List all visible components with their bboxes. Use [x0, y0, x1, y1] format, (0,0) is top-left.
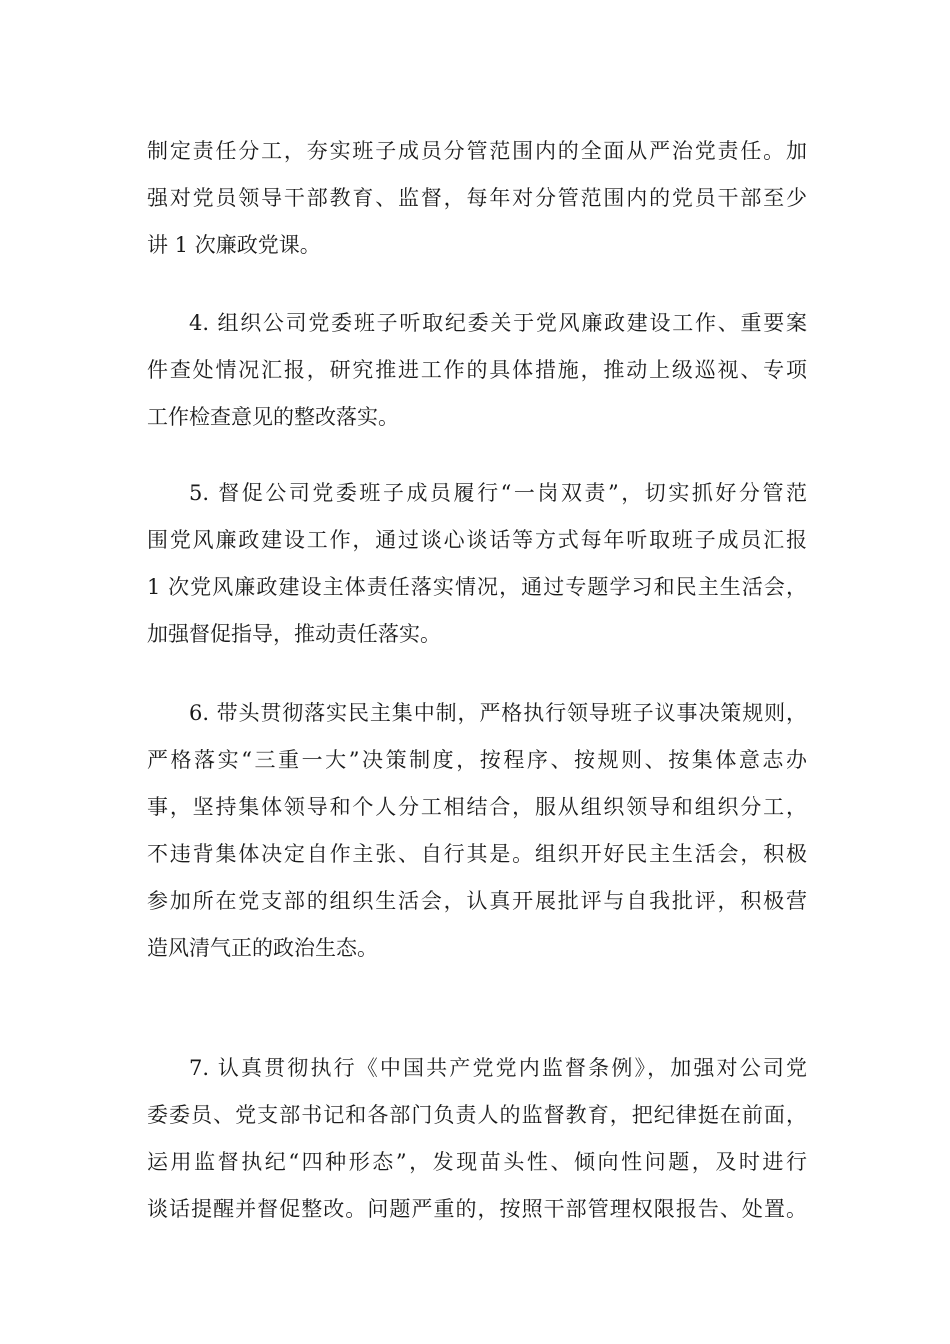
- text-line: 造风清气正的政治生态。: [147, 936, 378, 960]
- text-line: 6. 带头贯彻落实民主集中制，严格执行领导班子议事决策规则，: [189, 701, 807, 725]
- paragraph-item-7: [147, 1045, 807, 1233]
- text-line: 围党风廉政建设工作，通过谈心谈话等方式每年听取班子成员汇报: [147, 528, 807, 552]
- text-line: 1 次党风廉政建设主体责任落实情况，通过专题学习和民主生活会，: [147, 575, 807, 599]
- text-line: 制定责任分工，夯实班子成员分管范围内的全面从严治党责任。加: [147, 139, 807, 163]
- text-line: 工作检查意见的整改落实。: [147, 405, 399, 429]
- text-line: 严格落实“三重一大”决策制度，按程序、按规则、按集体意志办: [147, 748, 807, 772]
- text-line: 谈话提醒并督促整改。问题严重的，按照干部管理权限报告、处置。: [147, 1197, 807, 1221]
- paragraph-item-6: [147, 690, 807, 972]
- text-line: 运用监督执纪“四种形态”，发现苗头性、倾向性问题，及时进行: [147, 1150, 807, 1174]
- text-line: 事，坚持集体领导和个人分工相结合，服从组织领导和组织分工，: [147, 795, 807, 819]
- text-line: 强对党员领导干部教育、监督，每年对分管范围内的党员干部至少: [147, 186, 807, 210]
- text-line: 参加所在党支部的组织生活会，认真开展批评与自我批评，积极营: [147, 889, 807, 913]
- text-line: 件查处情况汇报，研究推进工作的具体措施，推动上级巡视、专项: [147, 358, 807, 382]
- text-line: 加强督促指导，推动责任落实。: [147, 622, 441, 646]
- text-line: 委委员、党支部书记和各部门负责人的监督教育，把纪律挺在前面，: [147, 1103, 807, 1127]
- text-line: 4. 组织公司党委班子听取纪委关于党风廉政建设工作、重要案: [189, 311, 807, 335]
- paragraph-item-4: [147, 300, 807, 441]
- text-line: 讲 1 次廉政党课。: [147, 233, 321, 257]
- paragraph-responsibility-division: [147, 128, 807, 269]
- text-line: 7. 认真贯彻执行《中国共产党党内监督条例》，加强对公司党: [189, 1056, 807, 1080]
- paragraph-item-5: [147, 470, 807, 658]
- text-line: 5. 督促公司党委班子成员履行“一岗双责”，切实抓好分管范: [189, 481, 807, 505]
- text-line: 不违背集体决定自作主张、自行其是。组织开好民主生活会，积极: [147, 842, 807, 866]
